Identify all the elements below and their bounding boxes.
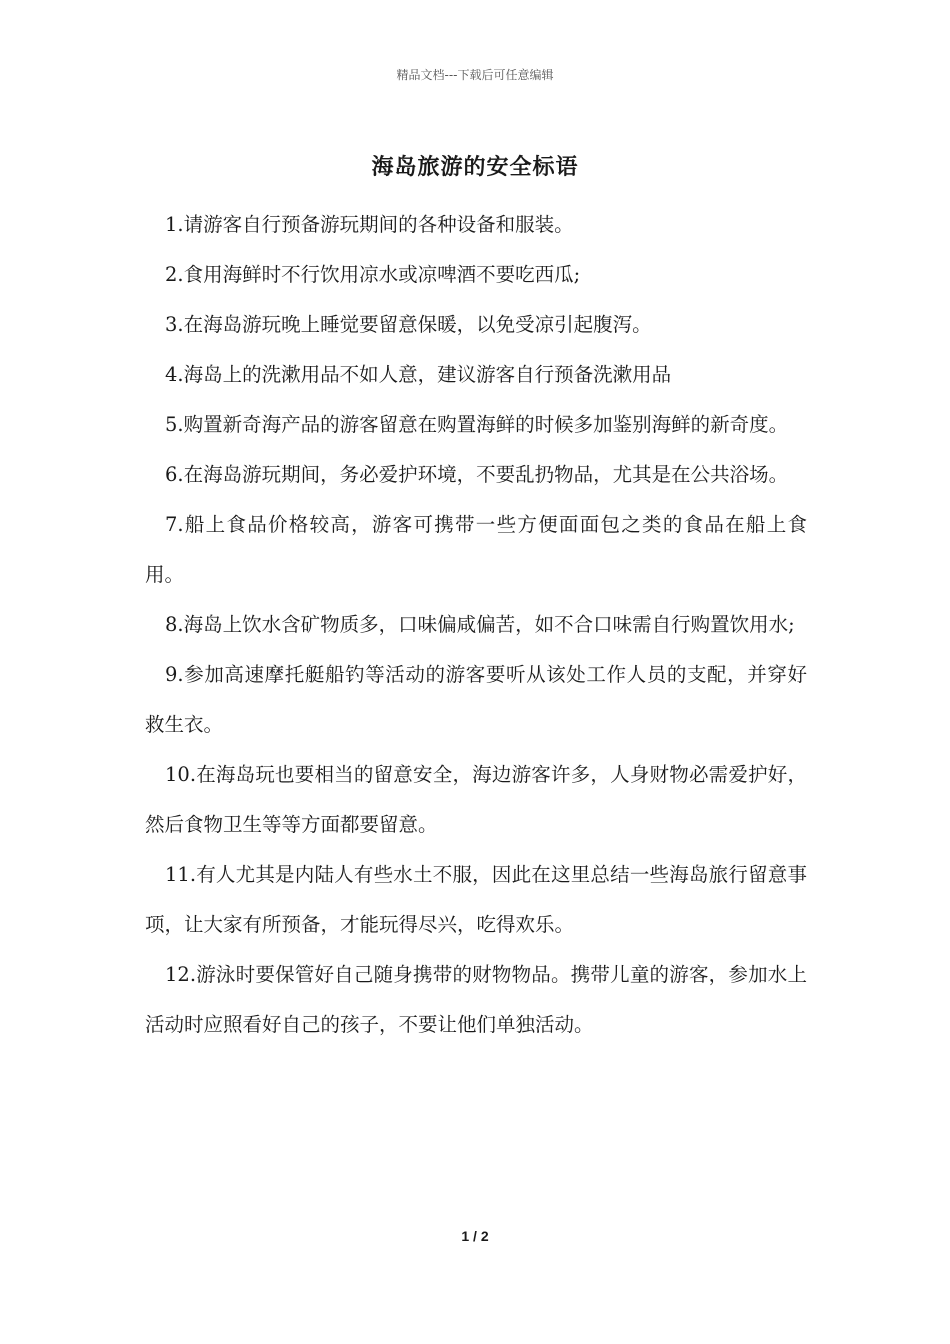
paragraph-11: 11.有人尤其是内陆人有些水土不服，因此在这里总结一些海岛旅行留意事项，让大家有所预备，才能玩得尽兴，吃得欢乐。 bbox=[145, 863, 807, 936]
paragraph-9: 9.参加高速摩托艇船钓等活动的游客要听从该处工作人员的支配，并穿好救生衣。 bbox=[145, 663, 807, 736]
paragraph-12: 12.游泳时要保管好自己随身携带的财物物品。携带儿童的游客，参加水上活动时应照看好自己的孩子，不要让他们单独活动。 bbox=[145, 963, 807, 1036]
paragraph-1: 1.请游客自行预备游玩期间的各种设备和服装。 bbox=[165, 213, 574, 236]
paragraph-7: 7.船上食品价格较高，游客可携带一些方便面面包之类的食品在船上食用。 bbox=[145, 513, 807, 586]
paragraph-10: 10.在海岛玩也要相当的留意安全，海边游客许多，人身财物必需爱护好，然后食物卫生等等方面都要留意。 bbox=[145, 763, 807, 836]
paragraph-2: 2.食用海鲜时不行饮用凉水或凉啤酒不要吃西瓜; bbox=[165, 263, 581, 286]
paragraph-4: 4.海岛上的洗漱用品不如人意，建议游客自行预备洗漱用品 bbox=[165, 363, 672, 386]
document-title: 海岛旅游的安全标语 bbox=[371, 154, 579, 180]
paragraph-3: 3.在海岛游玩晚上睡觉要留意保暖，以免受凉引起腹泻。 bbox=[165, 313, 652, 336]
paragraph-6: 6.在海岛游玩期间，务必爱护环境，不要乱扔物品，尤其是在公共浴场。 bbox=[165, 463, 789, 486]
document-body bbox=[145, 200, 807, 1050]
paragraph-8: 8.海岛上饮水含矿物质多，口味偏咸偏苦，如不合口味需自行购置饮用水; bbox=[165, 613, 795, 636]
paragraph-5: 5.购置新奇海产品的游客留意在购置海鲜的时候多加鉴别海鲜的新奇度。 bbox=[165, 413, 789, 436]
page-number: 1 / 2 bbox=[461, 1228, 489, 1244]
page-header: 精品文档---下载后可任意编辑 bbox=[396, 68, 554, 82]
